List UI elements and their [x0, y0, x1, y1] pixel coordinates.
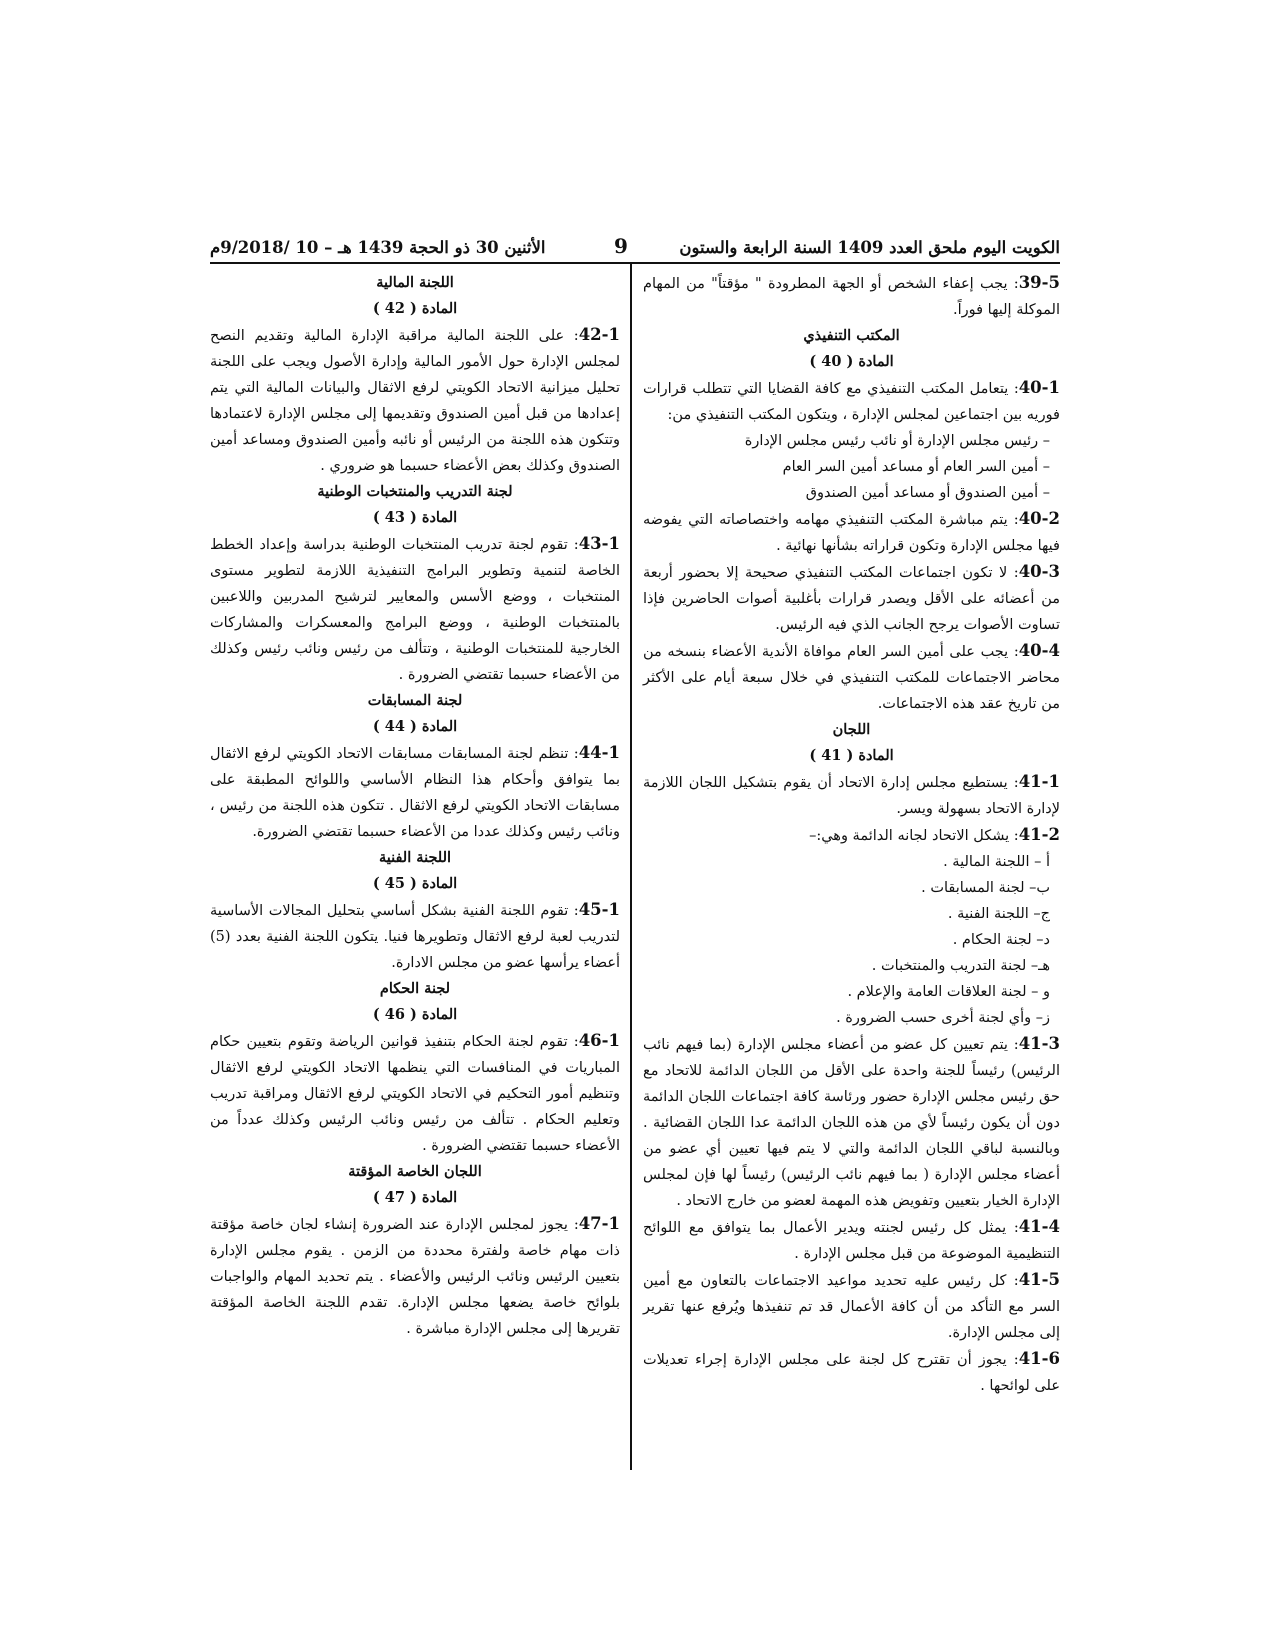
article-clause [643, 375, 1060, 428]
article-clause [210, 1028, 620, 1159]
header-publication: الكويت اليوم ملحق العدد 1409 السنة الرابعة والستون [679, 238, 1060, 257]
section-heading: المادة ( 45 ) [372, 875, 458, 892]
clause-number: 45-1 [578, 900, 620, 919]
list-item: – أمين السر العام أو مساعد أمين السر العام [782, 459, 1050, 475]
right-column [643, 270, 1060, 1399]
clause-text: : يتعامل المكتب التنفيذي مع كافة القضايا التي تتطلب قرارات فوريه بين اجتماعين لمجلس الإدارة ، ويتكون المكتب التنفيذي من: [643, 381, 1060, 423]
article-clause [210, 740, 620, 845]
clause-text: : كل رئيس عليه تحديد مواعيد الاجتماعات بالتعاون مع أمين السر مع التأكد من أن كافة الأعمال قد تم تنفيذها ويُرفع عنها تقرير إلى مجلس الإدارة. [643, 1273, 1060, 1341]
section-heading: لجنة التدريب والمنتخبات الوطنية [317, 483, 513, 500]
section-heading: اللجنة المالية [376, 274, 454, 291]
clause-number: 41-5 [1018, 1270, 1060, 1289]
clause-text: : لا تكون اجتماعات المكتب التنفيذي صحيحة إلا بحضور أربعة من أعضائه على الأقل ويصدر قرارات بأغلبية أصوات الحاضرين فإذا تساوت الأصوات يرجح الجانب الذي فيه الرئيس. [643, 565, 1060, 633]
article-clause [643, 559, 1060, 638]
article-clause [643, 270, 1060, 323]
clause-text: : يتم مباشرة المكتب التنفيذي مهامه واختصاصاته التي يفوضه فيها مجلس الإدارة وتكون قراراته بشأنها نهائية . [643, 512, 1060, 554]
section-heading: المادة ( 40 ) [809, 353, 894, 370]
article-clause [643, 1346, 1060, 1399]
clause-number: 40-3 [1018, 562, 1060, 581]
header-rule [210, 262, 1060, 264]
article-clause [210, 1211, 620, 1342]
list-item: ز– وأي لجنة أخرى حسب الضرورة . [836, 1010, 1050, 1026]
section-heading: المادة ( 42 ) [372, 300, 458, 317]
article-clause [210, 322, 620, 479]
section-heading: لجنة المسابقات [367, 692, 463, 709]
article-clause [643, 1267, 1060, 1346]
list-item: ج– اللجنة الفنية . [947, 906, 1050, 922]
list-item: د– لجنة الحكام . [952, 932, 1050, 948]
clause-text: : تقوم لجنة تدريب المنتخبات الوطنية بدراسة وإعداد الخطط الخاصة لتنمية وتطوير البرامج التنفيذية اللازمة لتطوير مستوى المنتخبات ، ووضع الأسس والمعايير لترشيح المدربين واللاعبين بالمنتخبات الوطنية ، ووضع البرامج والمعسكرات والمشاركات الخارجية للمنتخبات الوطنية ، وتتألف من رئيس ونائب رئيس وكذلك من الأعضاء حسبما تقتضي الضرورة . [210, 537, 620, 683]
clause-number: 41-3 [1018, 1034, 1060, 1053]
left-column [210, 270, 620, 1342]
clause-number: 39-5 [1018, 273, 1060, 292]
section-heading: المادة ( 41 ) [809, 747, 894, 764]
article-clause [643, 769, 1060, 822]
clause-number: 44-1 [578, 743, 620, 762]
clause-number: 41-2 [1018, 825, 1060, 844]
clause-text: : تقوم لجنة الحكام بتنفيذ قوانين الرياضة وتقوم بتعيين حكام المباريات في المنافسات التي ينظمها الاتحاد الكويتي لرفع الاثقال وتنظيم أمور التحكيم في الاتحاد الكويتي لرفع الاثقال ومراقبة تدريب وتعليم الحكام . تتألف من رئيس ونائب الرئيس وكذلك عدداً من الأعضاء حسبما تقتضي الضرورة . [210, 1034, 620, 1154]
clause-text: : على اللجنة المالية مراقبة الإدارة المالية وتقديم النصح لمجلس الإدارة حول الأمور المالية وإدارة الأصول ويجب على اللجنة تحليل ميزانية الاتحاد الكويتي لرفع الاثقال والبيانات المالية التي يتم إعدادها من قبل أمين الصندوق وتقديمها إلى مجلس الإدارة لاعتمادها وتتكون هذه اللجنة من الرئيس أو نائبه وأمين الصندوق ومساعد أمين الصندوق وكذلك بعض الأعضاء حسبما هو ضروري . [210, 328, 620, 474]
clause-number: 40-4 [1018, 641, 1060, 660]
article-clause [643, 1214, 1060, 1267]
section-heading: المادة ( 44 ) [372, 718, 458, 735]
article-clause [643, 822, 1060, 849]
section-heading: اللجان الخاصة المؤقتة [348, 1163, 482, 1180]
list-item: ب– لجنة المسابقات . [921, 880, 1050, 896]
clause-number: 40-2 [1018, 509, 1060, 528]
page-header [210, 234, 1060, 264]
list-item: و – لجنة العلاقات العامة والإعلام . [847, 984, 1050, 1000]
clause-number: 47-1 [578, 1214, 620, 1233]
article-clause [643, 506, 1060, 559]
section-heading: المادة ( 46 ) [372, 1006, 458, 1023]
header-date: الأثنين 30 ذو الحجة 1439 هـ – 10 /9/2018م [210, 238, 546, 257]
clause-text: : يشكل الاتحاد لجانه الدائمة وهي:– [809, 828, 1019, 844]
clause-text: : يجب إعفاء الشخص أو الجهة المطرودة " مؤقتاً" من المهام الموكلة إليها فوراً. [643, 276, 1060, 318]
clause-text: : تقوم اللجنة الفنية بشكل أساسي بتحليل المجالات الأساسية لتدريب لعبة لرفع الاثقال وتطويرها فنيا. يتكون اللجنة الفنية بعدد (5) أعضاء يرأسها عضو من مجلس الادارة. [210, 903, 620, 971]
section-heading: المادة ( 47 ) [372, 1189, 458, 1206]
column-divider [630, 264, 632, 1470]
clause-number: 40-1 [1018, 378, 1060, 397]
clause-text: : يمثل كل رئيس لجنته ويدير الأعمال بما يتوافق مع اللوائح التنظيمية الموضوعة من قبل مجلس الإدارة . [643, 1220, 1060, 1262]
clause-number: 43-1 [578, 534, 620, 553]
article-clause [643, 1031, 1060, 1214]
list-item: هـ– لجنة التدريب والمنتخبات . [871, 958, 1050, 974]
clause-text: : يجوز أن تقترح كل لجنة على مجلس الإدارة إجراء تعديلات على لوائحها . [643, 1352, 1060, 1394]
article-clause [643, 638, 1060, 717]
page-number: 9 [614, 234, 628, 258]
list-item: أ – اللجنة المالية . [943, 854, 1050, 870]
clause-number: 42-1 [578, 325, 620, 344]
clause-text: : يتم تعيين كل عضو من أعضاء مجلس الإدارة (بما فيهم نائب الرئيس) رئيساً للجنة واحدة على الأقل من اللجان الدائمة للاتحاد مع حق رئيس مجلس الإدارة حضور ورئاسة كافة اجتماعات اللجان الدائمة دون أن يكون رئيساً لأي من هذه اللجان الدائمة عدا اللجان القضائية . وبالنسبة لباقي اللجان الدائمة والتي لا يتم فيها تعيين أي عضو من أعضاء مجلس الإدارة ( بما فيهم نائب الرئيس) رئيساً لها فإن لمجلس الإدارة الخيار بتعيين وتفويض هذه المهمة لعضو من خارج الاتحاد . [643, 1037, 1060, 1209]
article-clause [210, 897, 620, 976]
section-heading: المادة ( 43 ) [372, 509, 458, 526]
section-heading: لجنة الحكام [379, 980, 451, 997]
clause-text: : يستطيع مجلس إدارة الاتحاد أن يقوم بتشكيل اللجان اللازمة لإدارة الاتحاد بسهولة ويسر. [643, 775, 1060, 817]
section-heading: اللجنة الفنية [378, 849, 452, 866]
clause-number: 46-1 [578, 1031, 620, 1050]
list-item: – أمين الصندوق أو مساعد أمين الصندوق [805, 485, 1050, 501]
section-heading: اللجان [832, 721, 871, 738]
clause-text: : يجب على أمين السر العام موافاة الأندية الأعضاء بنسخه من محاضر الاجتماعات للمكتب التنفيذي في خلال سبعة أيام على الأكثر من تاريخ عقد هذه الاجتماعات. [643, 644, 1060, 712]
clause-number: 41-4 [1018, 1217, 1060, 1236]
article-clause [210, 531, 620, 688]
clause-number: 41-6 [1018, 1349, 1060, 1368]
section-heading: المكتب التنفيذي [803, 327, 900, 344]
clause-text: : تنظم لجنة المسابقات مسابقات الاتحاد الكويتي لرفع الاثقال بما يتوافق وأحكام هذا النظام الأساسي واللوائح المطبقة على مسابقات الاتحاد الكويتي لرفع الاثقال . تتكون هذه اللجنة من رئيس ، ونائب رئيس وكذلك عددا من الأعضاء حسبما تقتضي الضرورة. [210, 746, 620, 840]
list-item: – رئيس مجلس الإدارة أو نائب رئيس مجلس الإدارة [744, 433, 1050, 449]
clause-text: : يجوز لمجلس الإدارة عند الضرورة إنشاء لجان خاصة مؤقتة ذات مهام خاصة ولفترة محددة من الزمن . يقوم مجلس الإدارة بتعيين الرئيس ونائب الرئيس والأعضاء . يتم تحديد المهام والواجبات بلوائح خاصة يضعها مجلس الإدارة. تقدم اللجنة الخاصة المؤقتة تقريرها إلى مجلس الإدارة مباشرة . [210, 1217, 620, 1337]
clause-number: 41-1 [1018, 772, 1060, 791]
